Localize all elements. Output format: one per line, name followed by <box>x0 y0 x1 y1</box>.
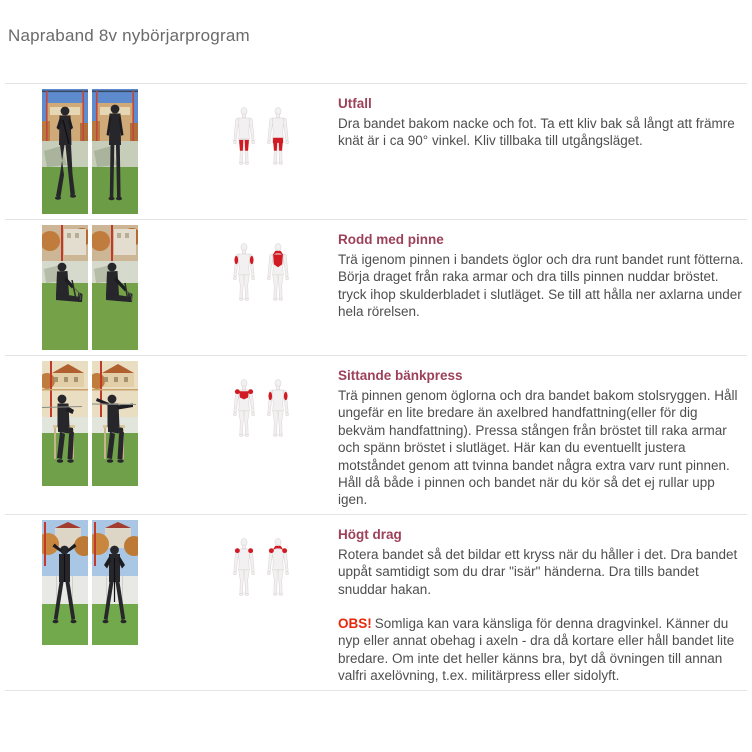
muscle-maps <box>231 379 291 437</box>
exercise-photos <box>42 89 138 214</box>
muscle-maps <box>231 243 291 301</box>
exercise-photo-end <box>92 520 138 645</box>
exercise-photos <box>42 361 138 486</box>
muscle-map-back <box>265 243 291 301</box>
exercise-row-hogt-drag <box>0 515 752 690</box>
exercise-photos <box>42 225 138 350</box>
exercise-photo-start <box>42 361 88 486</box>
muscle-map-front <box>231 379 257 437</box>
exercise-photo-end <box>92 89 138 214</box>
exercise-description: Dra bandet bakom nacke och fot. Ta ett kliv bak så långt att främre knät är i ca 90° vinkel. Kliv tillbaka till utgångsläget. <box>338 116 735 149</box>
exercise-photo-end <box>92 361 138 486</box>
exercise-row-rodd-med-pinne <box>0 220 752 355</box>
exercise-photo-start <box>42 89 88 214</box>
muscle-map-back <box>265 379 291 437</box>
exercise-row-utfall <box>0 84 752 219</box>
muscle-map-front <box>231 107 257 165</box>
muscle-map-back <box>265 107 291 165</box>
obs-label: OBS! <box>338 616 372 632</box>
exercise-photo-end <box>92 225 138 350</box>
exercise-text <box>338 520 746 685</box>
exercise-photo-start <box>42 520 88 645</box>
muscle-maps <box>231 538 291 596</box>
section-divider <box>5 690 747 691</box>
muscle-map-front <box>231 538 257 596</box>
exercise-photo-start <box>42 225 88 350</box>
exercise-title: Sittande bänkpress <box>338 368 463 383</box>
muscle-map-front <box>231 243 257 301</box>
exercise-description: Trä pinnen genom öglorna och dra bandet bakom stolsryggen. Håll ungefär en lite bredare än axelbred handfattning(eller för dig bekväm handfattning). Pressa stången från bröstet till raka armar och spänn bröstet i slutläget. Här kan du eventuellt justera motståndet genom att tvinna bandet några extra varv runt pinnen. Håll då både i pinnen och bandet när du kör så det ej rullar upp igen. <box>338 388 738 508</box>
exercise-text <box>338 89 746 150</box>
exercise-description: Trä igenom pinnen i bandets öglor och dra runt bandet runt fötterna. Börja draget från raka armar och dra tills pinnen nuddar bröstet. tryck ihop skulderbladet i slutläget. Se till att hålla ner axlarna under hela rörelsen. <box>338 252 744 320</box>
exercise-photos <box>42 520 138 645</box>
exercise-title: Högt drag <box>338 526 402 542</box>
page-title: Napraband 8v nybörjarprogram <box>8 26 250 45</box>
exercise-title: Utfall <box>338 96 372 111</box>
exercise-note <box>338 615 744 685</box>
muscle-maps <box>231 107 291 165</box>
exercise-title: Rodd med pinne <box>338 232 444 247</box>
obs-text: Somliga kan vara känsliga för denna dragvinkel. Känner du nyp eller annat obehag i axeln - dra då kortare eller håll bandet lite bredare. Om inte det heller känns bra, byt då övningen till annan valfri axelövning, t.ex. militärpress eller sidolyft. <box>338 616 735 684</box>
exercise-text <box>338 225 746 321</box>
muscle-map-back <box>265 538 291 596</box>
exercise-text <box>338 361 746 509</box>
exercise-row-sittande-bankpress <box>0 356 752 514</box>
exercise-description: Rotera bandet så det bildar ett kryss när du håller i det. Dra bandet uppåt samtidigt som du drar "isär" händerna. Dra tills bandet snuddar hakan. <box>338 546 738 597</box>
